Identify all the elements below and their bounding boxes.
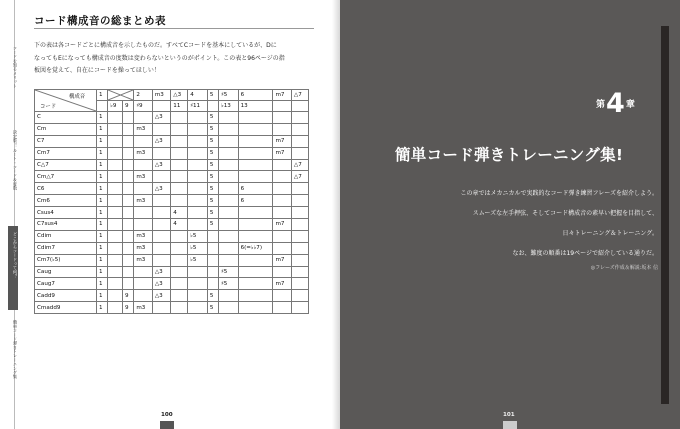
chapter-intro-line: この章ではメカニカルで実践的なコード弾き練習フレーズを紹介しよう。	[460, 190, 658, 197]
tone-cell: 1	[97, 147, 108, 159]
table-row	[35, 242, 309, 254]
tone-cell: m7	[273, 219, 291, 231]
tone-cell	[273, 290, 291, 302]
intro-text	[34, 40, 314, 78]
tone-cell	[238, 112, 273, 124]
chapter-intro	[390, 184, 658, 264]
header-cell: ♭9	[108, 101, 123, 112]
header-cell	[152, 101, 170, 112]
tone-cell: 4	[171, 219, 188, 231]
tone-cell	[108, 290, 123, 302]
tone-cell	[219, 219, 238, 231]
chord-name-cell: Csus4	[35, 207, 97, 219]
header-cell: 9	[123, 101, 134, 112]
tone-cell: m3	[134, 123, 152, 135]
tone-cell: △3	[152, 159, 170, 171]
tone-cell	[108, 159, 123, 171]
tone-cell	[123, 159, 134, 171]
tone-cell	[152, 230, 170, 242]
tone-cell: ♯5	[219, 278, 238, 290]
book-gutter	[332, 0, 340, 429]
table-row	[35, 159, 309, 171]
tone-cell	[291, 302, 308, 314]
tone-cell	[123, 230, 134, 242]
header-cell: 5	[207, 90, 218, 101]
tone-cell	[207, 266, 218, 278]
tone-cell: 1	[97, 242, 108, 254]
header-cell	[273, 101, 291, 112]
intro-line: 板図を覚えて、自在にコードを操ってほしい！	[34, 67, 160, 75]
table-row	[35, 147, 309, 159]
tone-cell	[108, 219, 123, 231]
table-header-row	[35, 90, 309, 101]
tone-cell	[108, 147, 123, 159]
tone-cell: ♯5	[219, 266, 238, 278]
page-number-right: 101	[503, 412, 515, 418]
tone-cell	[108, 242, 123, 254]
tone-cell: 9	[123, 290, 134, 302]
chord-name-cell: Cm6	[35, 195, 97, 207]
tone-cell	[207, 254, 218, 266]
tone-cell	[152, 123, 170, 135]
tone-cell	[238, 219, 273, 231]
tone-cell: △7	[291, 159, 308, 171]
tone-cell	[152, 242, 170, 254]
tone-cell	[108, 207, 123, 219]
tone-cell	[188, 135, 208, 147]
tone-cell	[219, 147, 238, 159]
tone-cell	[238, 123, 273, 135]
tone-cell	[134, 219, 152, 231]
tone-cell: 1	[97, 195, 108, 207]
tone-cell	[123, 171, 134, 183]
tone-cell	[219, 135, 238, 147]
tone-cell	[188, 123, 208, 135]
tone-cell	[171, 135, 188, 147]
tone-cell: ♭5	[188, 254, 208, 266]
tone-cell	[188, 302, 208, 314]
tone-cell	[238, 147, 273, 159]
side-tab-2: 決定版！ ルート・コード＆度数	[13, 130, 18, 190]
chord-name-cell: C6	[35, 183, 97, 195]
tone-cell	[188, 195, 208, 207]
header-cell: ♯9	[134, 101, 152, 112]
tone-cell	[171, 242, 188, 254]
tone-cell	[152, 195, 170, 207]
tone-cell	[188, 171, 208, 183]
tone-cell	[134, 112, 152, 124]
tone-cell	[188, 278, 208, 290]
tone-cell: △7	[291, 171, 308, 183]
tone-cell	[171, 147, 188, 159]
chapter-title: 簡単コード弾きトレーニング集!	[395, 146, 624, 164]
tone-cell: m3	[134, 230, 152, 242]
header-cell: 6	[238, 90, 273, 101]
tone-cell	[108, 112, 123, 124]
tone-cell: 1	[97, 230, 108, 242]
header-cell: 4	[188, 90, 208, 101]
tone-cell: 9	[123, 302, 134, 314]
tone-cell	[219, 302, 238, 314]
tone-cell	[123, 242, 134, 254]
tone-cell	[123, 219, 134, 231]
table-row	[35, 290, 309, 302]
side-tab-strip	[6, 0, 18, 429]
header-cell	[108, 90, 134, 101]
tone-cell	[171, 195, 188, 207]
tone-cell	[188, 112, 208, 124]
tone-cell	[171, 171, 188, 183]
tone-cell	[291, 135, 308, 147]
chord-name-cell: Cm△7	[35, 171, 97, 183]
tone-cell	[238, 207, 273, 219]
tone-cell: △3	[152, 266, 170, 278]
tone-cell	[238, 254, 273, 266]
tone-cell	[171, 302, 188, 314]
tone-cell	[123, 254, 134, 266]
tone-cell	[273, 230, 291, 242]
page-number-left: 100	[161, 412, 173, 418]
chord-name-cell: Cadd9	[35, 290, 97, 302]
tone-cell	[219, 183, 238, 195]
tone-cell	[171, 123, 188, 135]
tone-cell	[219, 207, 238, 219]
tone-cell	[273, 242, 291, 254]
header-cell: ♭13	[219, 101, 238, 112]
tone-cell	[273, 112, 291, 124]
tone-cell	[291, 278, 308, 290]
table-row	[35, 112, 309, 124]
table-row	[35, 302, 309, 314]
tone-cell: m3	[134, 195, 152, 207]
tone-cell: 5	[207, 219, 218, 231]
tone-cell: 5	[207, 195, 218, 207]
tone-cell: 1	[97, 219, 108, 231]
tone-cell: 5	[207, 159, 218, 171]
tone-cell: 1	[97, 302, 108, 314]
tone-cell: △3	[152, 278, 170, 290]
tone-cell	[238, 290, 273, 302]
tone-cell	[238, 230, 273, 242]
tone-cell: 6	[238, 183, 273, 195]
tone-cell	[134, 159, 152, 171]
tone-cell	[207, 278, 218, 290]
tone-cell	[134, 183, 152, 195]
tone-cell: △3	[152, 112, 170, 124]
tone-cell	[123, 207, 134, 219]
tone-cell	[134, 207, 152, 219]
tone-cell: 5	[207, 207, 218, 219]
tone-cell	[238, 302, 273, 314]
header-cell: △3	[171, 90, 188, 101]
tone-cell	[219, 171, 238, 183]
tone-cell	[291, 195, 308, 207]
tone-cell: 1	[97, 135, 108, 147]
tone-cell	[123, 123, 134, 135]
tone-cell	[291, 183, 308, 195]
chapter-prefix: 第	[596, 100, 606, 110]
header-cell: 2	[134, 90, 152, 101]
tone-cell: 4	[171, 207, 188, 219]
table-row	[35, 123, 309, 135]
tone-cell	[123, 112, 134, 124]
tone-cell: 1	[97, 183, 108, 195]
header-cell: 1	[97, 90, 108, 101]
tone-cell: 6(=♭♭7)	[238, 242, 273, 254]
table-corner-cell	[35, 90, 97, 112]
tone-cell: 1	[97, 112, 108, 124]
tone-cell	[238, 135, 273, 147]
tone-cell	[188, 183, 208, 195]
tone-cell	[238, 266, 273, 278]
tone-cell	[134, 266, 152, 278]
tone-cell	[108, 278, 123, 290]
tone-cell	[152, 171, 170, 183]
chord-name-cell: Caug	[35, 266, 97, 278]
tone-cell	[219, 159, 238, 171]
credit-line: ◎フレーズ作成＆解説:坂本 信	[590, 265, 658, 271]
tone-cell	[108, 266, 123, 278]
tone-cell	[171, 112, 188, 124]
tone-cell	[134, 278, 152, 290]
chord-name-cell: C7sus4	[35, 219, 97, 231]
tone-cell: m7	[273, 147, 291, 159]
tone-cell: 1	[97, 171, 108, 183]
chord-name-cell: Caug7	[35, 278, 97, 290]
chord-name-cell: Cdim	[35, 230, 97, 242]
table-row	[35, 230, 309, 242]
tone-cell: ♭5	[188, 242, 208, 254]
tone-cell: m3	[134, 242, 152, 254]
tone-cell	[219, 123, 238, 135]
tone-cell: ♭5	[188, 230, 208, 242]
table-row	[35, 183, 309, 195]
tone-cell	[291, 219, 308, 231]
page-number-bar-right	[503, 421, 517, 429]
tone-cell	[219, 112, 238, 124]
header-cell: 13	[238, 101, 273, 112]
tone-cell: m3	[134, 254, 152, 266]
chapter-intro-line: 日々トレーニング＆トレーニング。	[562, 230, 658, 237]
tone-cell	[123, 183, 134, 195]
tone-cell	[219, 195, 238, 207]
corner-label-tones: 構成音	[69, 94, 86, 100]
tone-cell: m7	[273, 278, 291, 290]
table-row	[35, 254, 309, 266]
chord-name-cell: Cm	[35, 123, 97, 135]
tone-cell	[273, 302, 291, 314]
tone-cell: m3	[134, 171, 152, 183]
tone-cell	[273, 171, 291, 183]
tone-cell	[123, 147, 134, 159]
tone-cell: 5	[207, 183, 218, 195]
side-tab-1: コードを知るメリット	[13, 46, 18, 88]
tone-cell	[123, 266, 134, 278]
chapter-suffix: 章	[625, 100, 635, 110]
tone-cell	[291, 242, 308, 254]
tone-cell	[188, 159, 208, 171]
table-row	[35, 266, 309, 278]
tone-cell	[238, 171, 273, 183]
tone-cell	[108, 183, 123, 195]
tone-cell: 5	[207, 147, 218, 159]
chord-name-cell: Cm7	[35, 147, 97, 159]
tone-cell	[291, 266, 308, 278]
page-number-bar-left	[160, 421, 174, 429]
tone-cell: 5	[207, 112, 218, 124]
intro-line: 下の表は各コードごとに構成音を示したものだ。すべてCコードを基本にしているが、Dに	[34, 42, 277, 49]
tone-cell	[152, 254, 170, 266]
tone-cell	[238, 278, 273, 290]
tone-cell	[108, 195, 123, 207]
tone-cell: 1	[97, 278, 108, 290]
chord-name-cell: Cm7(♭5)	[35, 254, 97, 266]
chord-name-cell: Cmadd9	[35, 302, 97, 314]
tone-cell	[123, 135, 134, 147]
table-row	[35, 207, 309, 219]
tone-cell	[219, 254, 238, 266]
chord-name-cell: C△7	[35, 159, 97, 171]
tone-cell	[152, 147, 170, 159]
tone-cell	[291, 147, 308, 159]
tone-cell	[152, 219, 170, 231]
tone-cell: △3	[152, 290, 170, 302]
tone-cell: 1	[97, 159, 108, 171]
tone-cell	[108, 230, 123, 242]
chord-name-cell: C7	[35, 135, 97, 147]
tone-cell	[291, 290, 308, 302]
page-title: コード構成音の総まとめ表	[34, 15, 166, 27]
header-cell	[97, 101, 108, 112]
tone-cell: 5	[207, 290, 218, 302]
tone-cell	[188, 147, 208, 159]
header-cell	[207, 101, 218, 112]
corner-label-chord: コード	[40, 104, 57, 110]
tone-cell	[219, 290, 238, 302]
header-cell: ♯11	[188, 101, 208, 112]
tone-cell	[108, 171, 123, 183]
header-cell: △7	[291, 90, 308, 101]
tone-cell	[171, 278, 188, 290]
tone-cell	[273, 183, 291, 195]
tone-cell: 1	[97, 254, 108, 266]
tone-cell	[134, 135, 152, 147]
chord-name-cell: C	[35, 112, 97, 124]
tone-cell	[171, 254, 188, 266]
tone-cell	[291, 207, 308, 219]
tone-cell: 5	[207, 135, 218, 147]
tone-cell	[238, 159, 273, 171]
chapter-number-digit: 4	[606, 88, 625, 119]
tone-cell	[207, 230, 218, 242]
table-row	[35, 171, 309, 183]
header-cell: m3	[152, 90, 170, 101]
tone-cell	[273, 195, 291, 207]
tone-cell: 6	[238, 195, 273, 207]
tone-cell: △3	[152, 135, 170, 147]
tone-cell	[108, 123, 123, 135]
tone-cell	[134, 290, 152, 302]
table-row	[35, 195, 309, 207]
table-row	[35, 135, 309, 147]
tone-cell	[219, 242, 238, 254]
header-cell	[291, 101, 308, 112]
tone-cell: m7	[273, 135, 291, 147]
tone-cell: m3	[134, 302, 152, 314]
chapter-number	[596, 88, 635, 119]
title-divider	[34, 28, 314, 29]
tone-cell: 5	[207, 123, 218, 135]
tone-cell	[188, 266, 208, 278]
tone-cell	[188, 207, 208, 219]
tone-cell	[108, 135, 123, 147]
tone-cell: △3	[152, 183, 170, 195]
tone-cell	[171, 290, 188, 302]
chord-tone-table	[34, 89, 309, 314]
header-cell: ♯5	[219, 90, 238, 101]
tone-cell	[273, 207, 291, 219]
tone-cell	[207, 242, 218, 254]
header-cell: 11	[171, 101, 188, 112]
tone-cell	[188, 219, 208, 231]
tone-cell: 5	[207, 302, 218, 314]
tone-cell	[123, 195, 134, 207]
table-row	[35, 219, 309, 231]
header-cell: m7	[273, 90, 291, 101]
tone-cell	[171, 230, 188, 242]
chapter-intro-line: スムーズな左手押弦、そしてコード構成音の素早い把握を目指して、	[472, 210, 658, 217]
tone-cell: 1	[97, 266, 108, 278]
tone-cell	[123, 278, 134, 290]
side-tab-3: どこからコードって何？	[13, 232, 18, 279]
tone-cell	[171, 159, 188, 171]
tone-cell	[171, 266, 188, 278]
tone-cell	[291, 123, 308, 135]
tone-cell	[188, 290, 208, 302]
tone-cell	[291, 254, 308, 266]
tone-cell: 1	[97, 123, 108, 135]
tone-cell	[108, 302, 123, 314]
tone-cell: 5	[207, 171, 218, 183]
tone-cell	[171, 183, 188, 195]
tone-cell	[273, 266, 291, 278]
tone-cell	[219, 230, 238, 242]
chord-name-cell: Cdim7	[35, 242, 97, 254]
tone-cell	[152, 302, 170, 314]
chapter-intro-line: なお、難度の順番は19ページで紹介している通りだ。	[512, 250, 658, 257]
intro-line: なってもEになっても構成音の度数は変わらないというのがポイント。この表と96ページの指	[34, 54, 285, 62]
tone-cell	[108, 254, 123, 266]
tone-cell: 1	[97, 290, 108, 302]
table-row	[35, 278, 309, 290]
tone-cell: m7	[273, 254, 291, 266]
tone-cell: 1	[97, 207, 108, 219]
tone-cell	[273, 123, 291, 135]
side-tab-4: 簡単コード弾きトレーニング集	[13, 320, 18, 379]
tone-cell: m3	[134, 147, 152, 159]
tone-cell	[273, 159, 291, 171]
chapter-side-bar	[661, 26, 669, 404]
tone-cell	[291, 112, 308, 124]
tone-cell	[291, 230, 308, 242]
tone-cell	[152, 207, 170, 219]
